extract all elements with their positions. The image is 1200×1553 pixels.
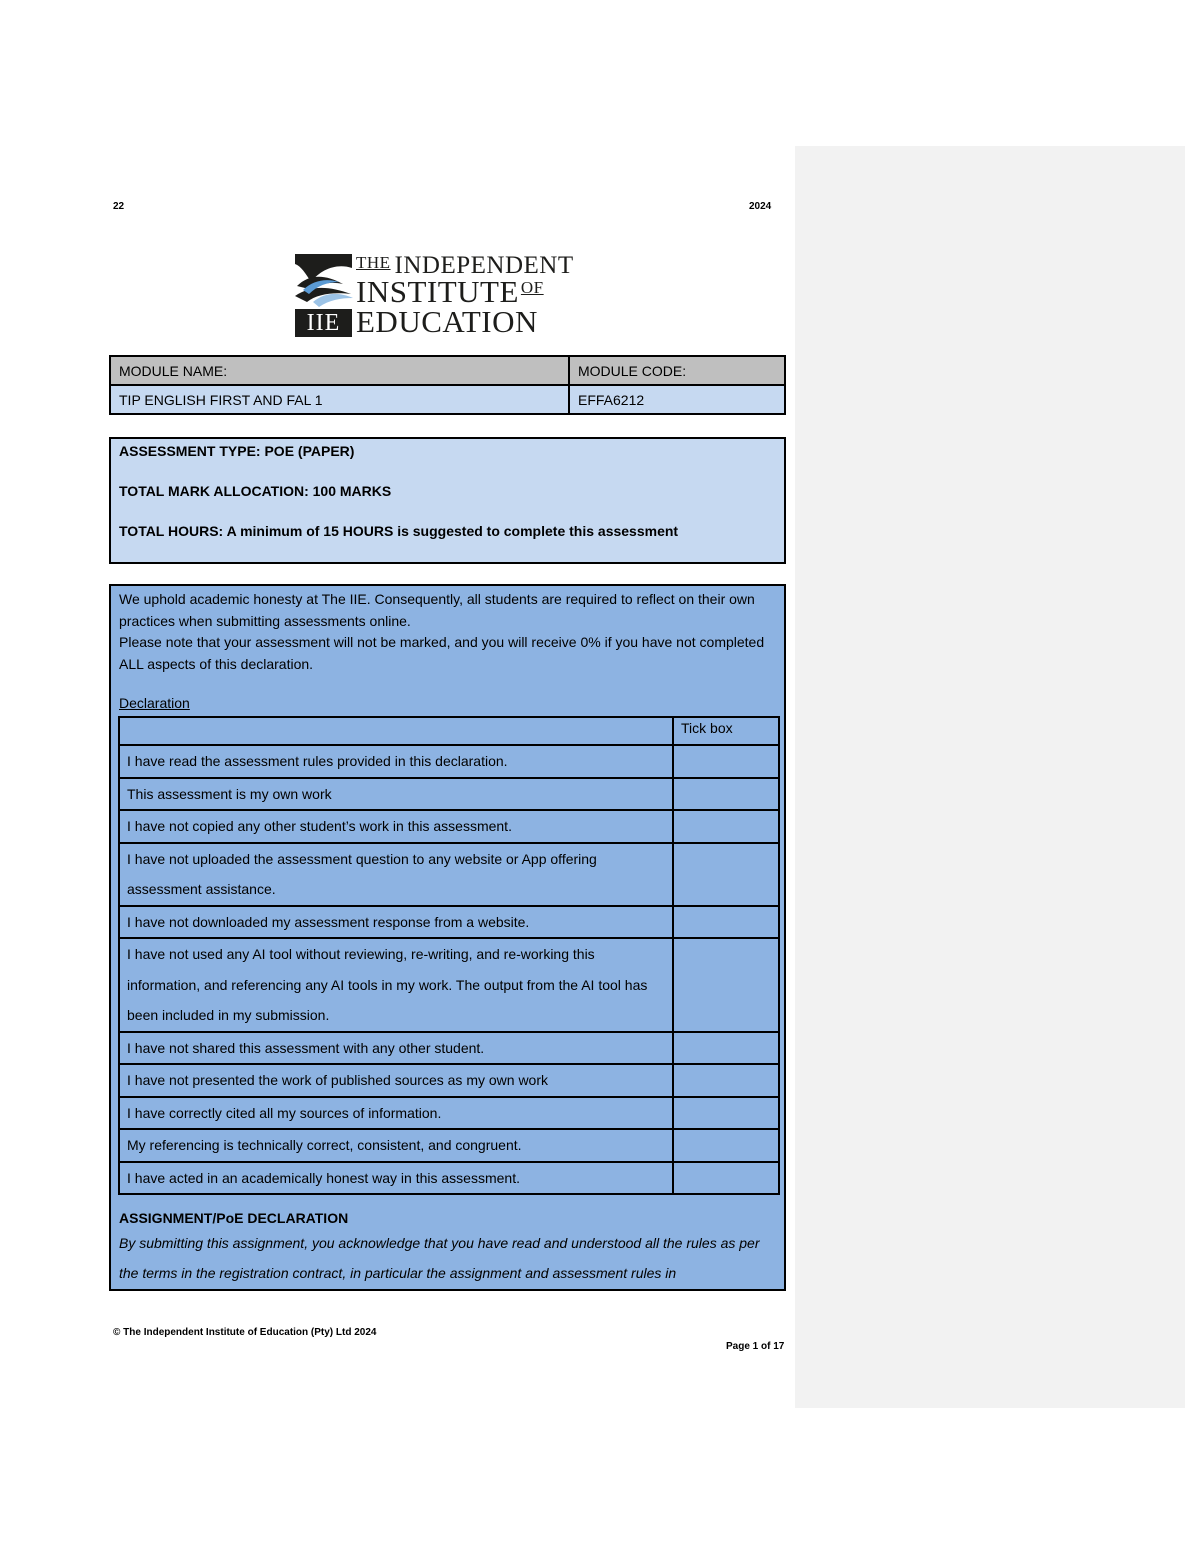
footer-copyright: © The Independent Institute of Education (Pty) Ltd 2024 — [113, 1327, 377, 1338]
tick-box[interactable] — [673, 843, 779, 906]
tick-box-header: Tick box — [673, 717, 779, 745]
declaration-statement: I have not downloaded my assessment response from a website. — [119, 906, 673, 939]
tick-box[interactable] — [673, 938, 779, 1032]
declaration-statement: I have not presented the work of published sources as my own work — [119, 1064, 673, 1097]
tick-box[interactable] — [673, 778, 779, 811]
declaration-statement: My referencing is technically correct, consistent, and congruent. — [119, 1129, 673, 1162]
logo-line3: EDUCATION — [356, 304, 538, 339]
module-code-value: EFFA6212 — [569, 385, 785, 414]
header-left-number: 22 — [113, 201, 125, 212]
logo-line1: INDEPENDENT — [394, 252, 574, 279]
header-year: 2024 — [749, 201, 772, 212]
logo-the: THE — [356, 253, 391, 272]
module-code-label: MODULE CODE: — [569, 356, 785, 385]
tick-box[interactable] — [673, 1064, 779, 1097]
declaration-statement: I have not used any AI tool without reviewing, re-writing, and re-working this information, and referencing any AI tools in my work. The output from the AI tool has been included in my submission. — [119, 938, 673, 1032]
declaration-statement: I have read the assessment rules provided in this declaration. — [119, 745, 673, 778]
tick-box[interactable] — [673, 1129, 779, 1162]
logo-line2: INSTITUTE — [356, 274, 519, 309]
assessment-type: ASSESSMENT TYPE: POE (PAPER) — [119, 443, 355, 459]
table-row — [119, 778, 779, 811]
iie-logo — [293, 252, 603, 340]
table-row — [119, 1097, 779, 1130]
declaration-statement: I have not copied any other student’s work in this assessment. — [119, 810, 673, 843]
logo-of: OF — [520, 278, 544, 297]
table-row — [119, 843, 779, 906]
declaration-table — [118, 716, 780, 1195]
declaration-statement: I have not shared this assessment with any other student. — [119, 1032, 673, 1065]
declaration-intro — [119, 589, 779, 675]
declaration-statement: I have correctly cited all my sources of information. — [119, 1097, 673, 1130]
table-row — [119, 1032, 779, 1065]
table-row — [119, 1162, 779, 1195]
comment-pane — [795, 146, 1185, 1408]
declaration-statement: I have acted in an academically honest way in this assessment. — [119, 1162, 673, 1195]
intro-paragraph-2: Please note that your assessment will not be marked, and you will receive 0% if you have not completed ALL aspects of this declaration. — [119, 634, 765, 672]
module-name-value: TIP ENGLISH FIRST AND FAL 1 — [110, 385, 569, 414]
declaration-header-blank — [119, 717, 673, 745]
table-row — [119, 745, 779, 778]
module-table — [109, 355, 786, 415]
footer-page-number: Page 1 of 17 — [726, 1341, 785, 1352]
module-name-label: MODULE NAME: — [110, 356, 569, 385]
assessment-info-box — [109, 437, 786, 564]
tick-box[interactable] — [673, 810, 779, 843]
book-wave-icon — [293, 252, 355, 310]
table-row — [119, 1129, 779, 1162]
tick-box[interactable] — [673, 1162, 779, 1195]
table-row — [119, 810, 779, 843]
table-row — [119, 1064, 779, 1097]
declaration-statement: This assessment is my own work — [119, 778, 673, 811]
poe-declaration-title: ASSIGNMENT/PoE DECLARATION — [119, 1210, 349, 1226]
table-row — [119, 906, 779, 939]
tick-box[interactable] — [673, 906, 779, 939]
total-hours: TOTAL HOURS: A minimum of 15 HOURS is suggested to complete this assessment — [119, 523, 679, 539]
tick-box[interactable] — [673, 1097, 779, 1130]
intro-paragraph-1: We uphold academic honesty at The IIE. Consequently, all students are required to reflect on their own practices when submitting assessments online. — [119, 591, 755, 629]
total-marks: TOTAL MARK ALLOCATION: 100 MARKS — [119, 483, 392, 499]
tick-box[interactable] — [673, 745, 779, 778]
tick-box[interactable] — [673, 1032, 779, 1065]
table-row — [119, 938, 779, 1032]
declaration-box — [109, 584, 786, 1291]
poe-declaration-text: By submitting this assignment, you acknowledge that you have read and understood all the rules as per the terms in the registration contract, in particular the assignment and assessment rules in — [119, 1235, 760, 1281]
declaration-label: Declaration — [119, 695, 190, 711]
declaration-statement: I have not uploaded the assessment question to any website or App offering assessment assistance. — [119, 843, 673, 906]
logo-iie-badge: IIE — [295, 309, 352, 337]
